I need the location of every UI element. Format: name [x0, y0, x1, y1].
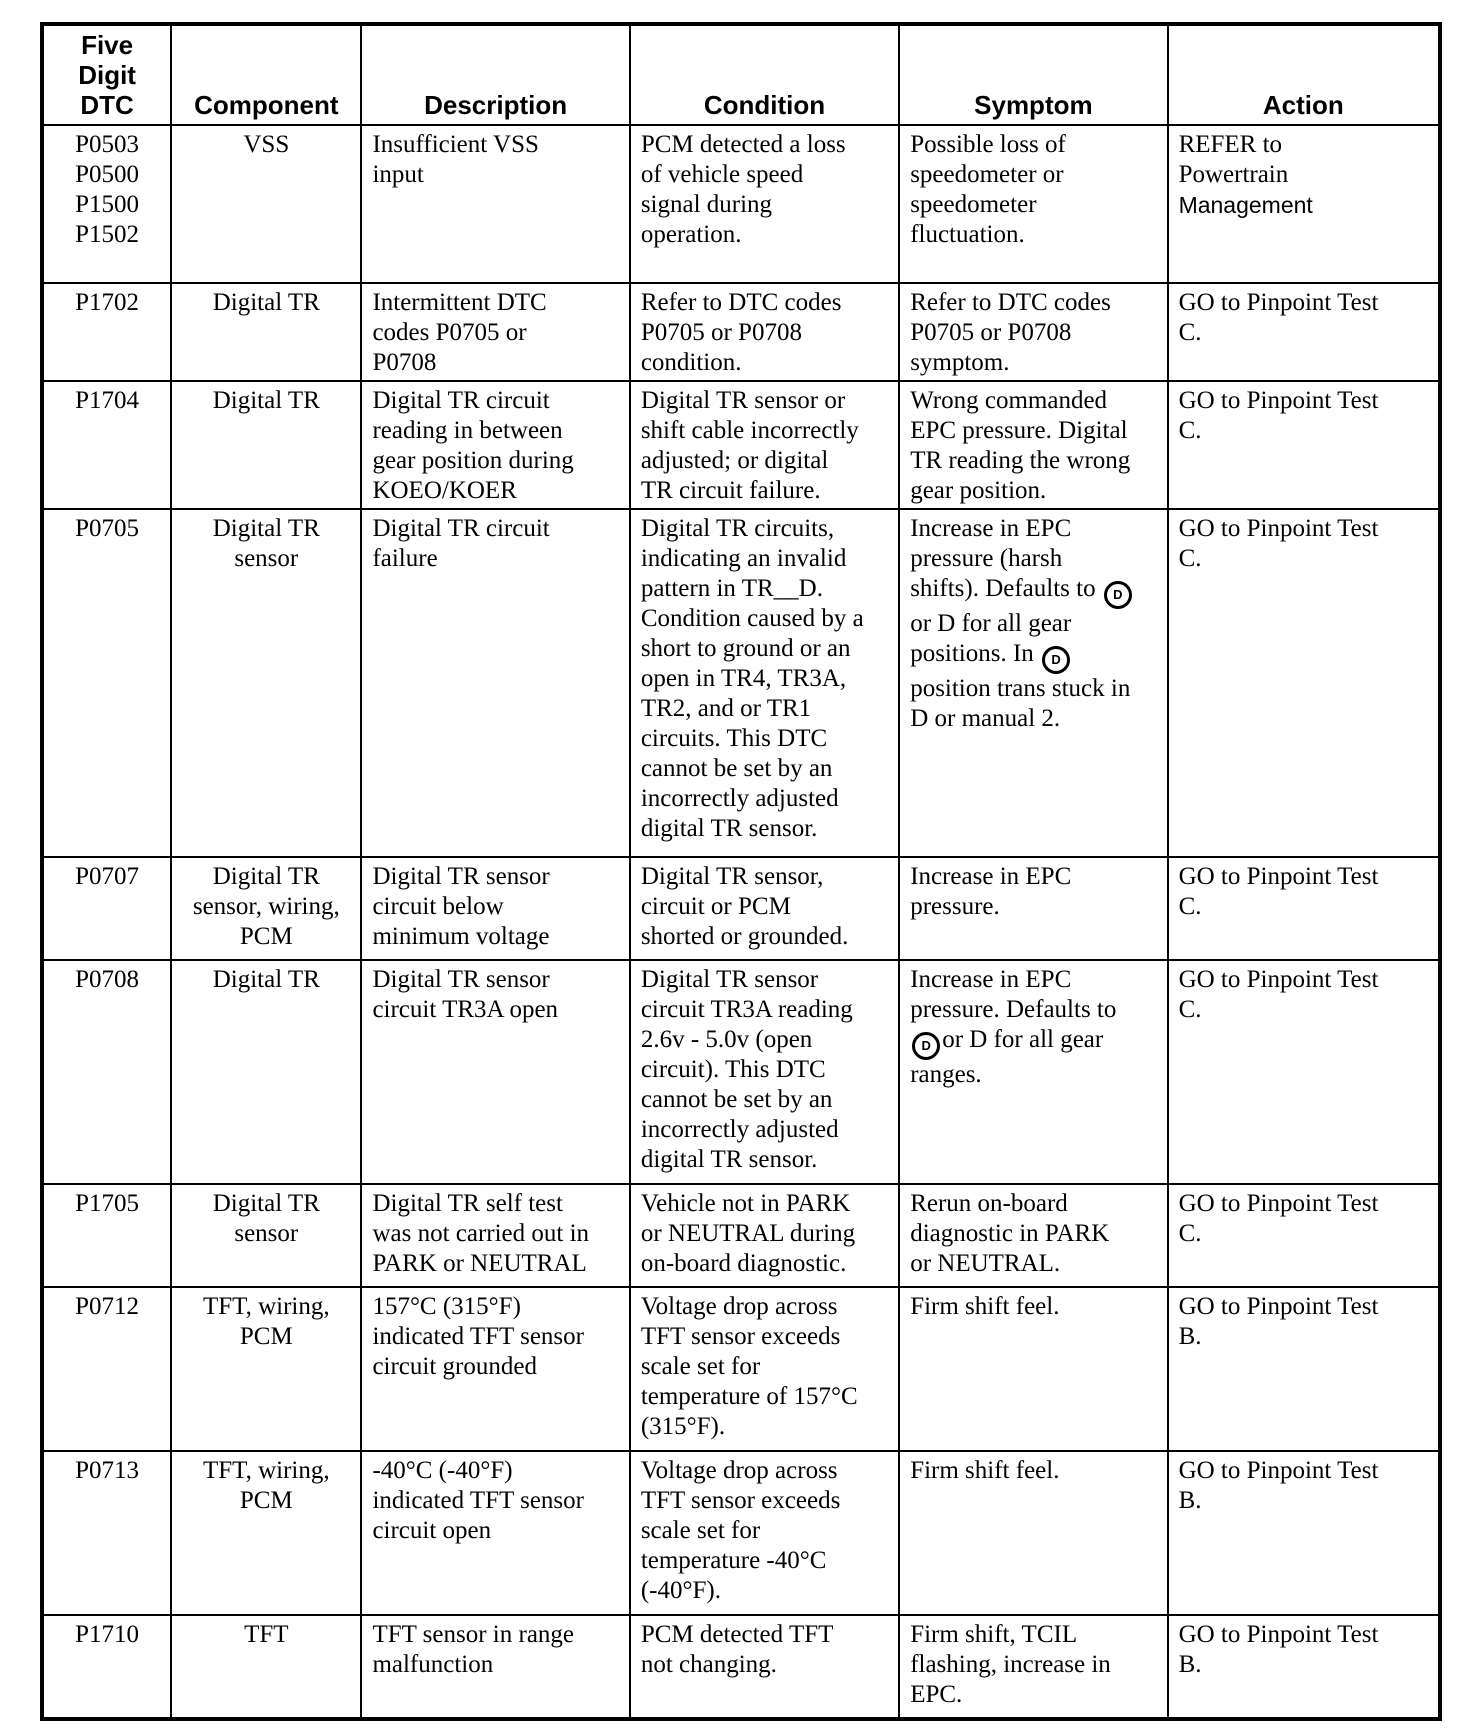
component-cell: TFT [171, 1615, 361, 1718]
action-cell: GO to Pinpoint Test B. [1168, 1451, 1439, 1615]
dtc-cell: P1702 [43, 283, 171, 381]
header-symptom: Symptom [899, 25, 1167, 125]
dtc-cell: P1705 [43, 1184, 171, 1287]
condition-cell: Digital TR sensor, circuit or PCM shorted or grounded. [630, 857, 899, 960]
symptom-cell: Increase in EPC pressure. Defaults to D or D for all gear ranges. [899, 960, 1167, 1184]
dtc-table-sheet [40, 22, 1442, 1721]
description-cell: Digital TR sensor circuit below minimum voltage [361, 857, 629, 960]
description-cell: Digital TR circuit reading in between gear position during KOEO/KOER [361, 381, 629, 509]
action-cell: GO to Pinpoint Test B. [1168, 1287, 1439, 1451]
component-cell: Digital TR [171, 381, 361, 509]
description-cell: TFT sensor in range malfunction [361, 1615, 629, 1718]
overdrive-position-icon: D [1042, 646, 1070, 674]
overdrive-position-icon: D [912, 1032, 940, 1060]
table-row [43, 509, 1439, 857]
condition-cell: PCM detected TFT not changing. [630, 1615, 899, 1718]
description-cell: Digital TR sensor circuit TR3A open [361, 960, 629, 1184]
table-row [43, 960, 1439, 1184]
dtc-cell: P1710 [43, 1615, 171, 1718]
symptom-cell: Firm shift feel. [899, 1451, 1167, 1615]
table-row [43, 1451, 1439, 1615]
header-dtc: Five Digit DTC [43, 25, 171, 125]
symptom-cell: Firm shift, TCIL flashing, increase in EPC. [899, 1615, 1167, 1718]
condition-cell: Voltage drop across TFT sensor exceeds scale set for temperature -40°C (-40°F). [630, 1451, 899, 1615]
table-row [43, 125, 1439, 283]
header-condition: Condition [630, 25, 899, 125]
table-row [43, 1287, 1439, 1451]
condition-cell: Refer to DTC codes P0705 or P0708 condition. [630, 283, 899, 381]
dtc-cell: P0503 P0500 P1500 P1502 [43, 125, 171, 283]
table-row [43, 1615, 1439, 1718]
overdrive-position-icon: D [1104, 581, 1132, 609]
description-cell: 157°C (315°F) indicated TFT sensor circuit grounded [361, 1287, 629, 1451]
description-cell: Insufficient VSS input [361, 125, 629, 283]
component-cell: Digital TR sensor, wiring, PCM [171, 857, 361, 960]
condition-cell: PCM detected a loss of vehicle speed signal during operation. [630, 125, 899, 283]
action-cell: REFER to Powertrain Management [1168, 125, 1439, 283]
action-cell: GO to Pinpoint Test C. [1168, 381, 1439, 509]
component-cell: TFT, wiring, PCM [171, 1287, 361, 1451]
component-cell: Digital TR [171, 960, 361, 1184]
symptom-cell: Rerun on-board diagnostic in PARK or NEUTRAL. [899, 1184, 1167, 1287]
description-cell: Digital TR circuit failure [361, 509, 629, 857]
action-cell: GO to Pinpoint Test C. [1168, 960, 1439, 1184]
action-cell: GO to Pinpoint Test C. [1168, 283, 1439, 381]
condition-cell: Vehicle not in PARK or NEUTRAL during on-board diagnostic. [630, 1184, 899, 1287]
symptom-cell: Wrong commanded EPC pressure. Digital TR reading the wrong gear position. [899, 381, 1167, 509]
action-cell: GO to Pinpoint Test C. [1168, 857, 1439, 960]
table-row [43, 381, 1439, 509]
dtc-cell: P0713 [43, 1451, 171, 1615]
symptom-cell: Increase in EPC pressure. [899, 857, 1167, 960]
header-description: Description [361, 25, 629, 125]
condition-cell: Digital TR sensor or shift cable incorrectly adjusted; or digital TR circuit failure. [630, 381, 899, 509]
table-row [43, 283, 1439, 381]
symptom-cell: Possible loss of speedometer or speedometer fluctuation. [899, 125, 1167, 283]
header-action: Action [1168, 25, 1439, 125]
dtc-cell: P1704 [43, 381, 171, 509]
action-cell: GO to Pinpoint Test B. [1168, 1615, 1439, 1718]
table-row [43, 857, 1439, 960]
condition-cell: Voltage drop across TFT sensor exceeds scale set for temperature of 157°C (315°F). [630, 1287, 899, 1451]
symptom-cell: Firm shift feel. [899, 1287, 1167, 1451]
symptom-cell: Increase in EPC pressure (harsh shifts). Defaults to D or D for all gear positions. In D position trans stuck in D or manual 2. [899, 509, 1167, 857]
dtc-cell: P0707 [43, 857, 171, 960]
component-cell: VSS [171, 125, 361, 283]
description-cell: -40°C (-40°F) indicated TFT sensor circuit open [361, 1451, 629, 1615]
header-row [43, 25, 1439, 125]
dtc-cell: P0708 [43, 960, 171, 1184]
component-cell: Digital TR sensor [171, 509, 361, 857]
dtc-table [42, 24, 1440, 1719]
description-cell: Digital TR self test was not carried out in PARK or NEUTRAL [361, 1184, 629, 1287]
dtc-cell: P0705 [43, 509, 171, 857]
symptom-cell: Refer to DTC codes P0705 or P0708 symptom. [899, 283, 1167, 381]
condition-cell: Digital TR sensor circuit TR3A reading 2.6v - 5.0v (open circuit). This DTC cannot be set by an incorrectly adjusted digital TR sensor. [630, 960, 899, 1184]
description-cell: Intermittent DTC codes P0705 or P0708 [361, 283, 629, 381]
dtc-cell: P0712 [43, 1287, 171, 1451]
component-cell: Digital TR [171, 283, 361, 381]
component-cell: TFT, wiring, PCM [171, 1451, 361, 1615]
table-row [43, 1184, 1439, 1287]
header-component: Component [171, 25, 361, 125]
action-cell: GO to Pinpoint Test C. [1168, 509, 1439, 857]
action-cell: GO to Pinpoint Test C. [1168, 1184, 1439, 1287]
condition-cell: Digital TR circuits, indicating an invalid pattern in TR__D. Condition caused by a short to ground or an open in TR4, TR3A, TR2, and or TR1 circuits. This DTC cannot be set by an incorrectly adjusted digital TR sensor. [630, 509, 899, 857]
component-cell: Digital TR sensor [171, 1184, 361, 1287]
